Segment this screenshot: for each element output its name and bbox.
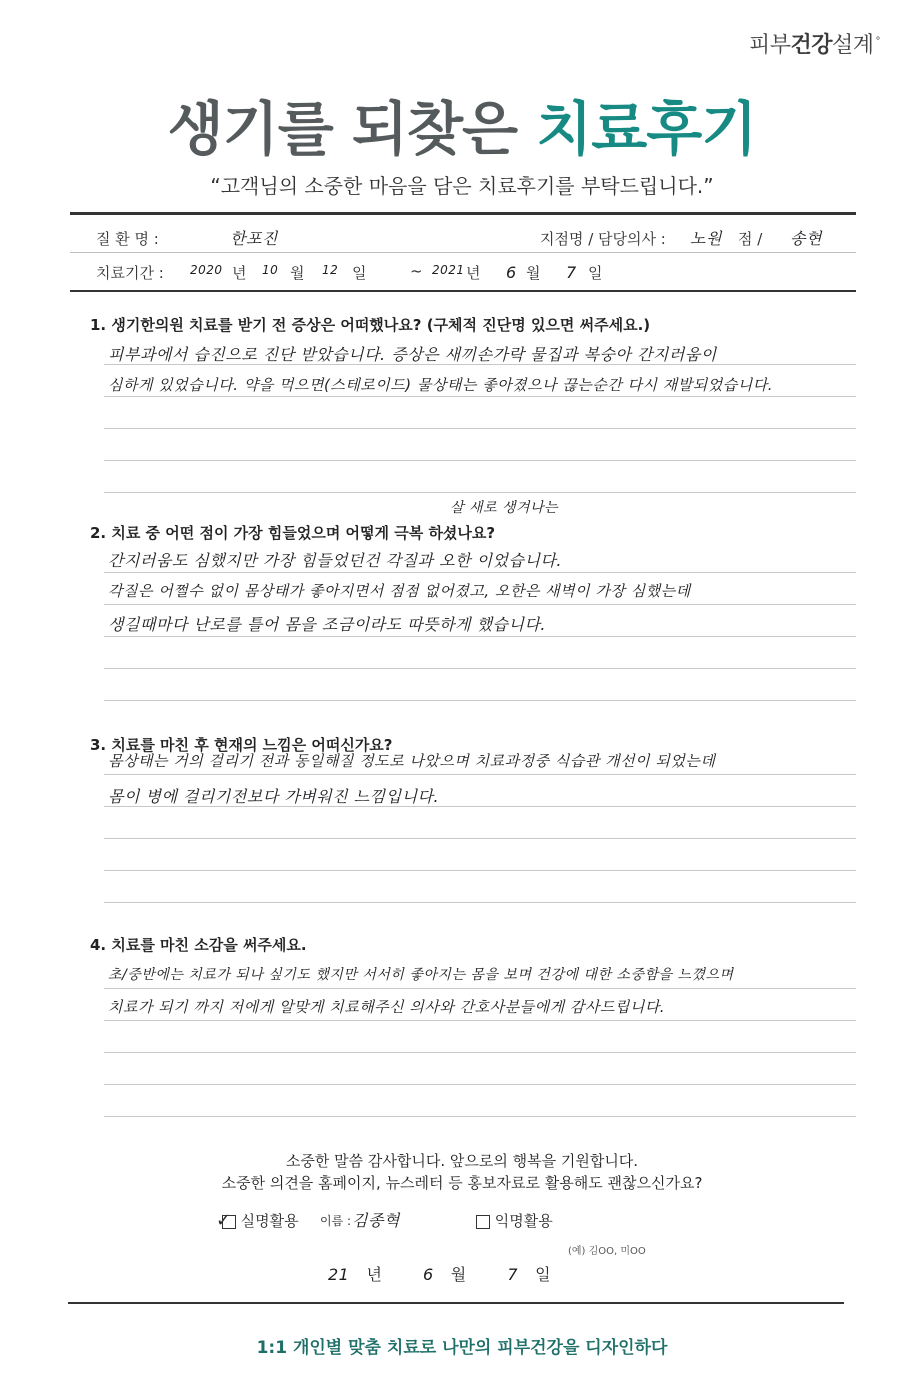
answer-rule (104, 1052, 856, 1053)
answer-rule (104, 1116, 856, 1117)
title-part1: 생기를 되찾은 (167, 95, 537, 163)
question-3: 3. 치료를 마친 후 현재의 느낌은 어떠신가요? (90, 736, 393, 754)
answer-rule (104, 604, 856, 605)
name-example: (예) 김OO, 미OO (568, 1246, 646, 1257)
answer-3-line-2: 몸이 병에 걸리기전보다 가벼워진 느낌입니다. (108, 787, 440, 806)
answer-rule (104, 902, 856, 903)
top-rule (70, 212, 856, 215)
start-month: 10 (262, 263, 279, 277)
page-subtitle: “고객님의 소중한 마음을 담은 치료후기를 부탁드립니다.” (210, 174, 714, 198)
answer-2-note: 살 새로 생겨나는 (450, 500, 559, 516)
date-month-unit: 월 (450, 1265, 467, 1284)
title-part2: 치료후기 (536, 95, 757, 163)
branch-value: 노원 (690, 229, 722, 248)
period-tilde: ~ (410, 262, 423, 280)
question-1: 1. 생기한의원 치료를 받기 전 증상은 어떠했나요? (구체적 진단명 있으면 써주세요.) (90, 316, 651, 334)
answer-rule (104, 1084, 856, 1085)
anonymous-checkbox[interactable] (476, 1215, 490, 1229)
checkmark-icon: ✓ (216, 1210, 232, 1231)
answer-1-line-1: 피부과에서 습진으로 진단 받았습니다. 증상은 새끼손가락 물집과 복숭아 간지러움이 (108, 345, 717, 364)
end-day-unit: 일 (588, 264, 603, 282)
answer-rule (104, 492, 856, 493)
answer-rule (104, 700, 856, 701)
period-label: 치료기간 : (96, 264, 164, 282)
answer-rule (104, 870, 856, 871)
info-bottom-rule (70, 290, 856, 292)
answer-rule (104, 636, 856, 637)
start-day-unit: 일 (352, 264, 367, 282)
anonymous-label: 익명활용 (494, 1212, 553, 1230)
answer-2-line-2: 각질은 어쩔수 없이 몸상태가 좋아지면서 점점 없어졌고, 오한은 새벽이 가장 심했는데 (108, 582, 691, 600)
end-day: 7 (566, 263, 577, 282)
answer-2-line-1: 간지러움도 심했지만 가장 힘들었던건 각질과 오한 이었습니다. (108, 551, 562, 570)
answer-rule (104, 988, 856, 989)
answer-rule (104, 428, 856, 429)
answer-rule (104, 806, 856, 807)
start-year-unit: 년 (232, 264, 247, 282)
date-day: 7 (507, 1265, 519, 1284)
answer-2-line-3: 생길때마다 난로를 틀어 몸을 조금이라도 따뜻하게 했습니다. (108, 615, 547, 634)
answer-rule (104, 668, 856, 669)
doctor-value: 송현 (790, 229, 822, 248)
end-month-unit: 월 (526, 264, 541, 282)
footer-rule (68, 1302, 844, 1304)
real-name-label: 실명활용 (240, 1212, 299, 1230)
question-2: 2. 치료 중 어떤 점이 가장 힘들었으며 어떻게 극복 하셨나요? (90, 524, 496, 542)
date-year-unit: 년 (366, 1265, 382, 1284)
slogan: 1:1 개인별 맞춤 치료로 나만의 피부건강을 디자인하다 (256, 1338, 668, 1358)
answer-4-line-2: 치료가 되기 까지 저에게 알맞게 치료해주신 의사와 간호사분들에게 감사드립니다. (108, 998, 666, 1016)
date-year: 21 (328, 1265, 350, 1284)
answer-4-line-1: 초/중반에는 치료가 되나 싶기도 했지만 서서히 좋아지는 몸을 보며 건강에 대한 소중함을 느꼈으며 (108, 967, 734, 983)
brand-suffix: 설계 (831, 33, 874, 58)
end-year-unit: 년 (466, 264, 481, 282)
real-name-option[interactable] (216, 1210, 299, 1231)
date-day-unit: 일 (535, 1265, 551, 1284)
start-month-unit: 월 (290, 264, 305, 282)
name-label: 이름 : (320, 1214, 352, 1228)
brand-mark: ° (875, 35, 880, 47)
date-month: 6 (423, 1265, 434, 1284)
answer-rule (104, 572, 856, 573)
end-year: 2021 (432, 263, 465, 277)
brand-logo (749, 28, 880, 59)
answer-rule (104, 364, 856, 365)
name-value: 김종혁 (352, 1211, 400, 1230)
answer-rule (104, 1020, 856, 1021)
anonymous-option[interactable] (476, 1210, 553, 1231)
brand-bold: 건강 (790, 33, 832, 58)
answer-rule (104, 774, 856, 775)
page-title (0, 82, 924, 166)
answer-3-line-1: 몸상태는 거의 걸리기 전과 동일해질 정도로 나았으며 치료과정중 식습관 개선이 되었는데 (108, 752, 716, 770)
closing-line-1: 소중한 말씀 감사합니다. 앞으로의 행복을 기원합니다. (285, 1152, 639, 1170)
answer-rule (104, 838, 856, 839)
question-4: 4. 치료를 마친 소감을 써주세요. (90, 936, 307, 954)
answer-1-line-2: 심하게 있었습니다. 약을 먹으면(스테로이드) 물상태는 좋아졌으나 끊는순간 다시 재발되었습니다. (108, 376, 773, 394)
answer-rule (104, 396, 856, 397)
brand-prefix: 피부 (748, 33, 791, 58)
end-month: 6 (506, 263, 517, 282)
info-rule (70, 252, 856, 253)
disease-value: 한포진 (230, 229, 278, 248)
branch-suffix: 점 / (738, 230, 763, 248)
answer-rule (104, 460, 856, 461)
real-name-checkbox[interactable] (222, 1215, 236, 1229)
start-day: 12 (322, 263, 339, 277)
sign-date (328, 1262, 551, 1285)
closing-line-2: 소중한 의견을 홈페이지, 뉴스레터 등 홍보자료로 활용해도 괜찮으신가요? (221, 1174, 703, 1192)
start-year: 2020 (190, 263, 223, 277)
branch-label: 지점명 / 담당의사 : (540, 230, 666, 248)
disease-label: 질 환 명 : (96, 230, 159, 248)
